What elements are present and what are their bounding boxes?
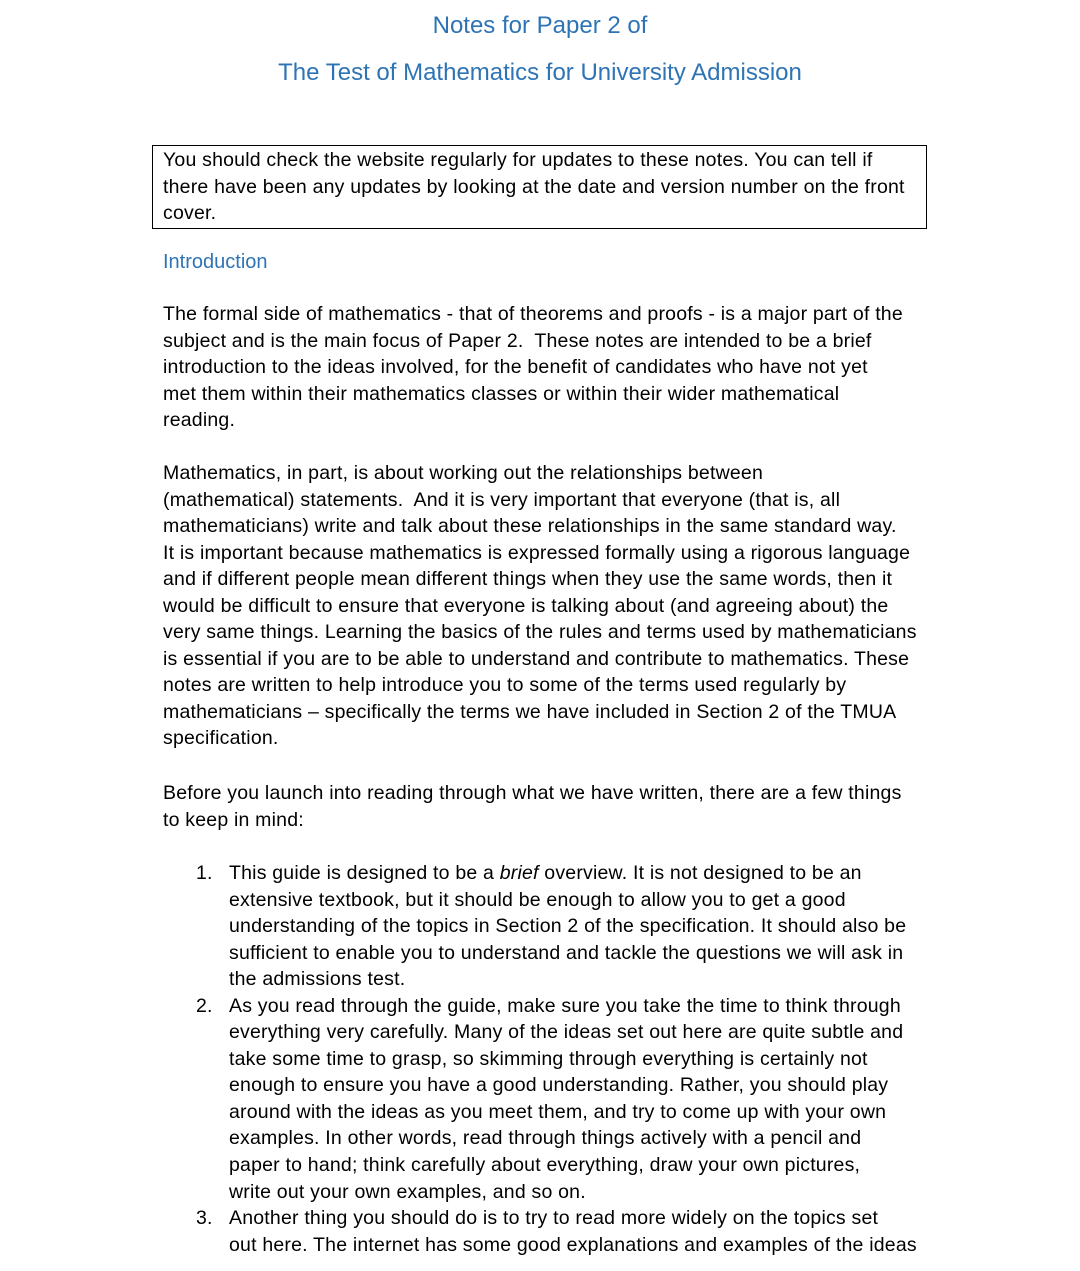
list-number: 1.: [196, 862, 213, 884]
paragraph-line: It is important because mathematics is expressed formally using a rigorous language: [163, 541, 911, 564]
list-item: [196, 860, 917, 993]
paragraph-line: to keep in mind:: [163, 808, 304, 831]
paragraph-line: met them within their mathematics classes or within their wider mathematical: [163, 382, 840, 405]
paragraph-line: specification.: [163, 727, 279, 750]
section-heading-introduction: Introduction: [163, 251, 268, 273]
document-title: [0, 2, 1080, 96]
list-item-text: [229, 860, 906, 993]
paragraph-line: would be difficult to ensure that everyone is talking about (and agreeing about) the: [163, 594, 889, 617]
notice-line: there have been any updates by looking at the date and version number on the front: [163, 175, 905, 198]
emphasized-text: brief: [499, 862, 539, 884]
paragraph-before-reading: [163, 780, 902, 833]
list-item-line: extensive textbook, but it should be enough to allow you to get a good: [229, 888, 846, 911]
notice-line: cover.: [163, 202, 217, 225]
list-item-line: [229, 860, 906, 887]
paragraph-line: reading.: [163, 409, 236, 432]
title-line-1: Notes for Paper 2 of: [432, 12, 648, 39]
list-item-line: out here. The internet has some good explanations and examples of the ideas: [229, 1233, 917, 1256]
paragraph-line: is essential if you are to be able to understand and contribute to mathematics. These: [163, 647, 910, 670]
list-item-line: write out your own examples, and so on.: [229, 1180, 586, 1203]
list-item-text: [229, 1205, 917, 1258]
paragraph-line: The formal side of mathematics - that of theorems and proofs - is a major part of the: [163, 303, 903, 325]
list-item-line: everything very carefully. Many of the ideas set out here are quite subtle and: [229, 1021, 904, 1044]
paragraph-line: (mathematical) statements. And it is very important that everyone (that is, all: [163, 488, 841, 511]
list-item-line: examples. In other words, read through things actively with a pencil and: [229, 1127, 862, 1150]
paragraph-line: mathematicians – specifically the terms we have included in Section 2 of the TMUA: [163, 700, 897, 723]
paragraph-relationships: [163, 460, 917, 752]
paragraph-line: notes are written to help introduce you to some of the terms used regularly by: [163, 674, 847, 697]
paragraph-formal-side: [163, 301, 903, 434]
list-item-line: around with the ideas as you meet them, and try to come up with your own: [229, 1100, 887, 1123]
paragraph-line: mathematicians) write and talk about these relationships in the same standard way.: [163, 515, 897, 538]
list-item-line: understanding of the topics in Section 2 of the specification. It should also be: [229, 915, 907, 938]
paragraph-line: Before you launch into reading through what we have written, there are a few things: [163, 782, 902, 804]
text-segment: This guide is designed to be a: [229, 862, 500, 884]
paragraph-line: introduction to the ideas involved, for the benefit of candidates who have not yet: [163, 356, 868, 379]
list-item-line: Another thing you should do is to try to read more widely on the topics set: [229, 1207, 879, 1230]
update-notice-box: [152, 145, 927, 229]
paragraph-line: Mathematics, in part, is about working out the relationships between: [163, 462, 763, 484]
list-item: [196, 1205, 917, 1258]
list-item-line: take some time to grasp, so skimming through everything is certainly not: [229, 1047, 868, 1070]
text-segment: overview. It is not designed to be an: [538, 862, 862, 884]
paragraph-line: subject and is the main focus of Paper 2. These notes are intended to be a brief: [163, 329, 872, 352]
list-item-line: As you read through the guide, make sure you take the time to think through: [229, 994, 901, 1017]
list-number: 2.: [196, 994, 213, 1017]
list-item-text: [229, 993, 903, 1205]
list-item: [196, 993, 917, 1205]
notice-line: You should check the website regularly for updates to these notes. You can tell if: [163, 149, 873, 171]
title-line-2: The Test of Mathematics for University Admission: [278, 59, 802, 86]
list-item-line: sufficient to enable you to understand and tackle the questions we will ask in: [229, 941, 904, 964]
list-item-line: the admissions test.: [229, 968, 406, 991]
paragraph-line: and if different people mean different things when they use the same words, then it: [163, 568, 893, 591]
paragraph-line: very same things. Learning the basics of the rules and terms used by mathematicians: [163, 621, 917, 644]
guide-tips-list: [196, 860, 917, 1258]
list-number: 3.: [196, 1207, 213, 1230]
list-item-line: enough to ensure you have a good understanding. Rather, you should play: [229, 1074, 889, 1097]
list-item-line: paper to hand; think carefully about everything, draw your own pictures,: [229, 1154, 861, 1177]
